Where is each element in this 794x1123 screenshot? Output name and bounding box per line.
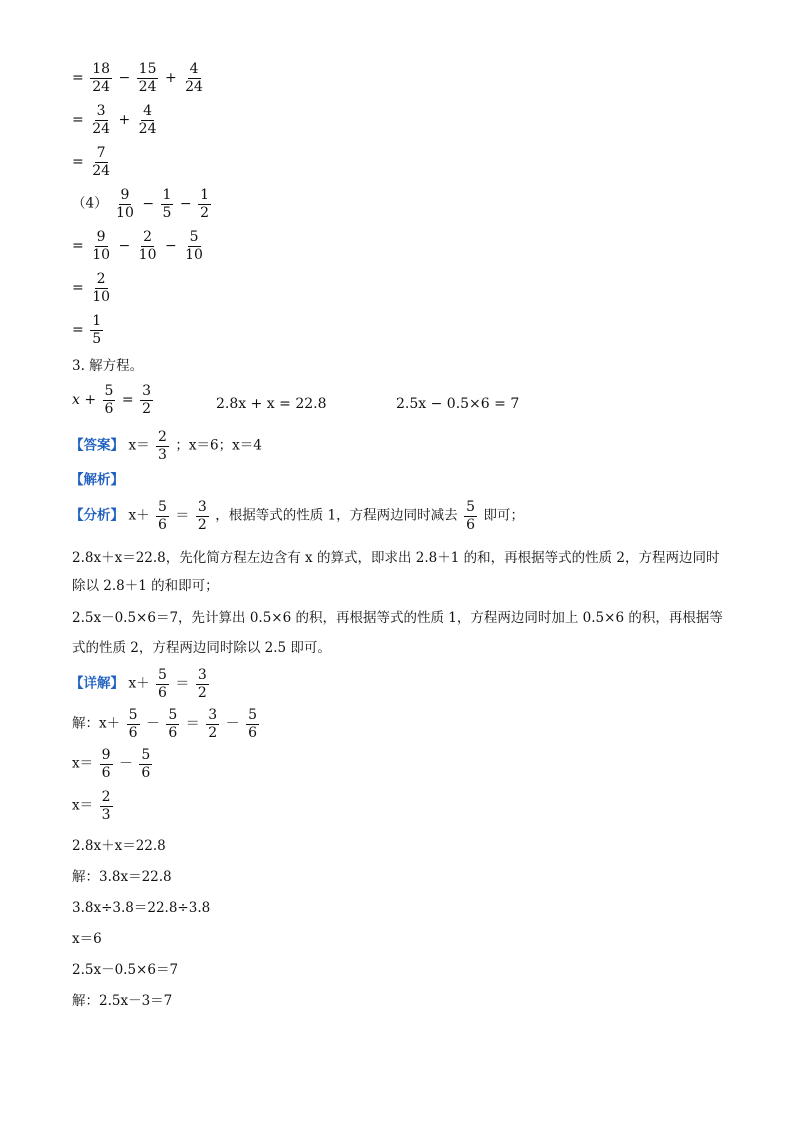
operator: −: [142, 196, 155, 213]
equals-sign: =: [72, 238, 84, 255]
equals-sign: =: [121, 392, 134, 409]
fraction: [196, 500, 209, 532]
denominator: 2: [197, 684, 207, 701]
denominator: 6: [104, 400, 114, 417]
fraction: [156, 430, 169, 462]
equation-3: 2.5x − 0.5×6 = 7: [396, 396, 520, 412]
fraction: [127, 708, 140, 740]
denominator: 6: [466, 516, 475, 533]
fraction: [114, 188, 136, 220]
denominator: 24: [185, 78, 203, 95]
fraction: [90, 230, 112, 262]
denominator: 24: [138, 120, 157, 137]
fenxi-paragraph-3-line-1: 2.5x－0.5×6＝7，先计算出 0.5×6 的积，再根据等式的性质 1，方程两边同时加上 0.5×6 的积，再根据等: [72, 610, 723, 626]
denominator: 2: [142, 400, 152, 417]
question-3-equations: [72, 384, 155, 416]
fenxi-text: ，根据等式的性质 1，方程两边同时减去: [215, 507, 458, 524]
numerator: 9: [96, 229, 106, 245]
numerator: 4: [143, 103, 153, 119]
fraction: [464, 500, 477, 532]
numerator: 18: [92, 61, 111, 77]
equation-1-lhs: x +: [72, 392, 101, 409]
numerator: 7: [96, 145, 106, 161]
fraction: [156, 668, 169, 700]
xiangjie-line-2: [72, 708, 261, 740]
equals-sign: =: [72, 70, 84, 87]
fraction: [90, 62, 112, 94]
calc-step-3: [72, 146, 114, 178]
fraction: [183, 230, 205, 262]
fraction: [246, 708, 259, 740]
xiangjie-line-4: [72, 790, 115, 822]
xiangjie-line-9: 2.5x－0.5×6＝7: [72, 962, 179, 978]
numerator: 5: [248, 707, 257, 723]
xiangjie-line-3: [72, 748, 154, 780]
denominator: 10: [116, 204, 134, 221]
problem-4-step-2: [72, 272, 114, 304]
numerator: 2: [143, 229, 153, 245]
denominator: 10: [92, 288, 111, 305]
xiangjie-text: x＋: [128, 675, 150, 692]
numerator: 15: [138, 61, 157, 77]
denominator: 24: [138, 78, 157, 95]
denominator: 6: [158, 516, 167, 533]
denominator: 5: [162, 204, 172, 221]
fraction: [166, 708, 179, 740]
fenxi-paragraph-2-line-1: 2.8x＋x＝22.8，先化简方程左边含有 x 的算式，即求出 2.8＋1 的和，再根据等式的性质 2，方程两边同时: [72, 550, 720, 566]
problem-4-step-3: [72, 314, 105, 346]
operator: +: [164, 70, 177, 87]
operator: −: [118, 238, 131, 255]
operator: －: [145, 716, 160, 733]
fenxi-text: 即可；: [483, 507, 524, 524]
fraction: [100, 790, 113, 822]
denominator: 6: [141, 764, 151, 781]
calc-step-1: [72, 62, 207, 94]
numerator: 5: [104, 383, 114, 399]
fraction: [90, 104, 112, 136]
numerator: 3: [142, 383, 152, 399]
denominator: 6: [248, 724, 257, 741]
xiangjie-text: x＝: [72, 797, 94, 814]
xiangjie-tag: 【详解】: [70, 675, 124, 692]
fenxi-line-1: [70, 500, 524, 532]
fraction: [156, 500, 169, 532]
xiangjie-line-10: 解：2.5x－3＝7: [72, 993, 173, 1009]
numerator: 9: [120, 187, 130, 203]
fraction: [140, 384, 153, 416]
denominator: 24: [92, 78, 111, 95]
denominator: 3: [101, 806, 111, 823]
numerator: 2: [158, 429, 167, 445]
problem-4-step-1: [72, 230, 207, 262]
denominator: 6: [128, 724, 138, 741]
fraction: [90, 314, 103, 346]
numerator: 4: [189, 61, 199, 77]
fraction: [139, 748, 152, 780]
xiangjie-line-7: 3.8x÷3.8＝22.8÷3.8: [72, 900, 211, 916]
xiangjie-line-5: 2.8x＋x＝22.8: [72, 838, 166, 854]
fraction: [161, 188, 174, 220]
numerator: 3: [197, 499, 207, 515]
denominator: 2: [200, 204, 209, 221]
answer-line: [70, 430, 262, 462]
operator: －: [118, 756, 133, 773]
equals-sign: ＝: [175, 676, 190, 693]
operator: －: [225, 716, 240, 733]
answer-text: x＝: [128, 437, 150, 454]
denominator: 2: [208, 724, 218, 741]
equals-sign: ＝: [185, 716, 200, 733]
numerator: 5: [168, 707, 178, 723]
denominator: 10: [138, 246, 157, 263]
numerator: 5: [158, 667, 167, 683]
fraction: [100, 748, 113, 780]
xiangjie-line-1: [70, 668, 211, 700]
numerator: 5: [466, 499, 475, 515]
fraction: [137, 104, 159, 136]
denominator: 10: [92, 246, 111, 263]
numerator: 5: [158, 499, 167, 515]
denominator: 6: [158, 684, 167, 701]
numerator: 1: [162, 187, 172, 203]
equals-sign: =: [72, 280, 84, 297]
analysis-tag: 【解析】: [70, 472, 124, 488]
numerator: 5: [128, 707, 138, 723]
fraction: [198, 188, 211, 220]
operator: −: [164, 238, 177, 255]
xiangjie-line-6: 解：3.8x＝22.8: [72, 869, 172, 885]
numerator: 1: [200, 187, 209, 203]
numerator: 2: [96, 271, 106, 287]
fraction: [196, 668, 209, 700]
fraction: [183, 62, 205, 94]
denominator: 6: [101, 764, 111, 781]
fraction: [90, 146, 112, 178]
equation-2: 2.8x + x = 22.8: [216, 396, 327, 412]
xiangjie-line-8: x＝6: [72, 931, 102, 947]
denominator: 2: [197, 516, 207, 533]
equals-sign: =: [72, 112, 84, 129]
numerator: 1: [92, 313, 102, 329]
xiangjie-text: x＝: [72, 755, 94, 772]
fenxi-paragraph-3-line-2: 式的性质 2，方程两边同时除以 2.5 即可。: [72, 640, 331, 656]
operator: −: [179, 196, 192, 213]
numerator: 9: [101, 747, 111, 763]
xiangjie-text: 解：x＋: [72, 715, 121, 732]
numerator: 5: [189, 229, 199, 245]
denominator: 10: [185, 246, 203, 263]
fraction: [137, 62, 159, 94]
problem-label: （4）: [72, 195, 108, 212]
fraction: [206, 708, 219, 740]
fraction: [137, 230, 159, 262]
numerator: 3: [208, 707, 218, 723]
denominator: 6: [168, 724, 178, 741]
question-3-title: 3. 解方程。: [72, 358, 144, 374]
numerator: 2: [101, 789, 111, 805]
numerator: 3: [197, 667, 207, 683]
calc-step-2: [72, 104, 160, 136]
denominator: 24: [92, 120, 111, 137]
denominator: 3: [158, 446, 167, 463]
denominator: 5: [92, 330, 102, 347]
fenxi-tag: 【分析】: [70, 507, 124, 524]
operator: +: [118, 112, 131, 129]
equals-sign: ＝: [175, 508, 190, 525]
problem-4-expression: [72, 188, 213, 220]
fraction: [103, 384, 116, 416]
answer-tag: 【答案】: [70, 437, 124, 454]
numerator: 5: [141, 747, 151, 763]
numerator: 3: [96, 103, 106, 119]
equals-sign: =: [72, 154, 84, 171]
equals-sign: =: [72, 322, 84, 339]
operator: −: [118, 70, 131, 87]
fenxi-paragraph-2-line-2: 除以 2.8＋1 的和即可；: [72, 578, 219, 594]
answer-text: ；x＝6；x＝4: [175, 437, 262, 454]
denominator: 24: [92, 162, 111, 179]
fenxi-text: x＋: [128, 507, 150, 524]
fraction: [90, 272, 112, 304]
